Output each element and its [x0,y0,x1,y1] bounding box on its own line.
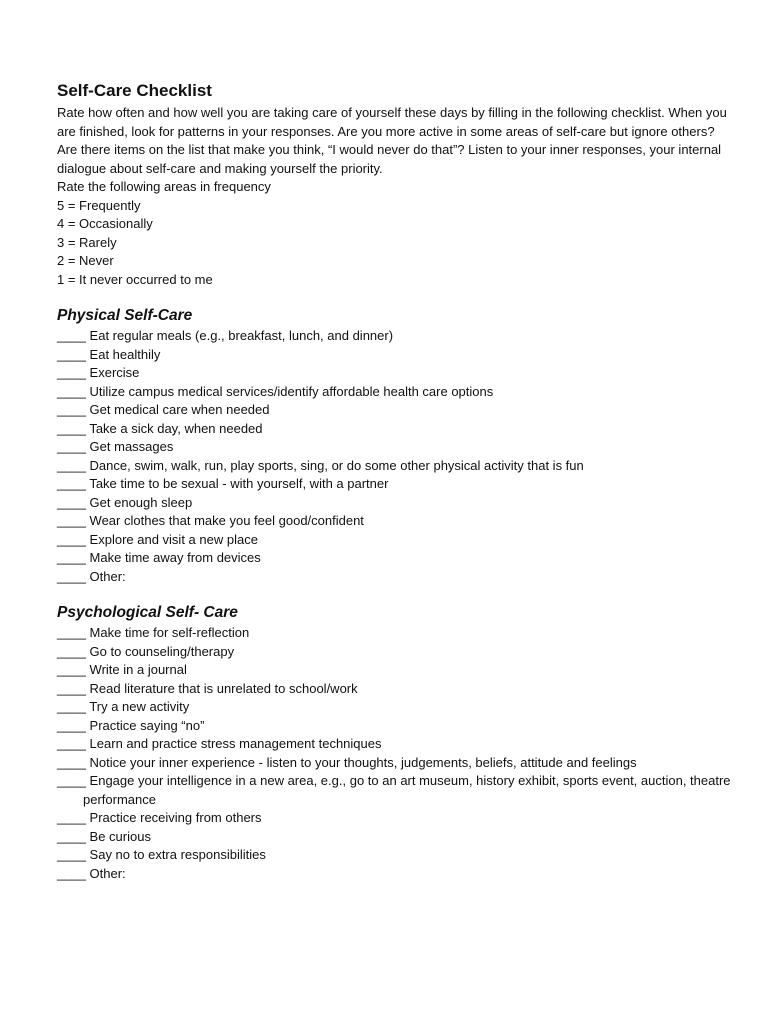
rating-blank: ____ [57,383,86,399]
rating-blank: ____ [57,865,86,881]
rating-blank: ____ [57,476,86,491]
checklist-item-label: Notice your inner experience - listen to your thoughts, judgements, beliefs, attitude and feelings [89,754,637,770]
checklist-item [57,346,737,365]
rating-blank: ____ [57,439,86,454]
checklist-item-label: Eat healthily [89,346,161,362]
checklist-item-label: Go to counseling/therapy [89,643,235,659]
rating-blank: ____ [57,328,86,343]
checklist-item [57,680,737,699]
checklist-item-label: Be curious [89,828,151,844]
rating-scale [57,197,737,290]
rating-blank: ____ [57,810,86,825]
rating-blank: ____ [57,531,86,547]
checklist-item [57,364,737,383]
checklist-item [57,624,737,643]
checklist-item-label: Dance, swim, walk, run, play sports, sing, or do some other physical activity that is fun [89,457,584,473]
checklist-item-label: Explore and visit a new place [89,531,258,547]
rate-instruction: Rate the following areas in frequency [57,179,271,194]
rating-blank: ____ [57,625,86,640]
checklist-item-label: Make time for self-reflection [89,625,250,640]
rating-blank: ____ [57,754,86,770]
checklist-item-label: Practice saying “no” [89,717,205,733]
checklist-item-label: Get enough sleep [89,494,193,510]
rating-blank: ____ [57,643,86,659]
checklist-item-label: Read literature that is unrelated to school/work [89,680,358,696]
rating-blank: ____ [57,346,86,362]
checklist-item-label: Try a new activity [89,699,190,714]
rating-blank: ____ [57,365,86,380]
checklist-item [57,809,737,828]
checklist-item-label: Write in a journal [89,662,187,677]
intro-block [57,104,737,197]
psychological-checklist [57,624,737,883]
scale-item: 2 = Never [57,253,114,268]
checklist-item-label: Take a sick day, when needed [89,420,263,436]
physical-section-heading: Physical Self-Care [57,307,193,324]
checklist-item [57,865,737,884]
checklist-item [57,327,737,346]
checklist-item [57,512,737,531]
scale-item: 5 = Frequently [57,197,141,213]
checklist-item-continuation: performance [83,791,156,807]
page-title: Self-Care Checklist [57,81,212,100]
checklist-item [57,754,737,773]
checklist-item-label: Learn and practice stress management techniques [89,736,382,751]
checklist-item-label: Eat regular meals (e.g., breakfast, lunch, and dinner) [89,328,394,343]
rating-blank: ____ [57,568,86,584]
rating-blank: ____ [57,736,86,751]
scale-item: 3 = Rarely [57,234,117,250]
checklist-item-label: Make time away from devices [89,550,261,565]
checklist-item [57,828,737,847]
checklist-item [57,383,737,402]
checklist-item-label: Utilize campus medical services/identify affordable health care options [89,383,494,399]
checklist-item [57,494,737,513]
checklist-item [57,568,737,587]
rating-blank: ____ [57,513,86,528]
scale-item: 4 = Occasionally [57,216,153,231]
checklist-item [57,643,737,662]
checklist-item [57,549,737,568]
checklist-item [57,420,737,439]
checklist-item [57,772,737,809]
rating-blank: ____ [57,717,86,733]
checklist-item-label: Take time to be sexual - with yourself, with a partner [89,476,389,491]
rating-blank: ____ [57,494,86,510]
checklist-item-label: Practice receiving from others [89,810,262,825]
rating-blank: ____ [57,699,86,714]
checklist-item [57,475,737,494]
rating-blank: ____ [57,457,86,473]
checklist-item [57,735,737,754]
checklist-item-label: Get medical care when needed [89,402,270,417]
checklist-item-label: Say no to extra responsibilities [89,847,266,862]
checklist-item [57,438,737,457]
checklist-item-label: Engage your intelligence in a new area, e.g., go to an art museum, history exhibit, sports event, auction, theatre [89,773,731,788]
checklist-item-label: Other: [89,865,126,881]
checklist-item-label: Wear clothes that make you feel good/confident [89,513,364,528]
rating-blank: ____ [57,847,86,862]
checklist-item-label: Get massages [89,439,174,454]
checklist-document [57,80,737,883]
checklist-item [57,698,737,717]
scale-item: 1 = It never occurred to me [57,271,213,287]
rating-blank: ____ [57,680,86,696]
checklist-item [57,531,737,550]
checklist-item [57,846,737,865]
checklist-item [57,717,737,736]
checklist-item-label: Exercise [89,365,140,380]
intro-paragraph: Rate how often and how well you are taking care of yourself these days by filling in the following checklist. When you are finished, look for patterns in your responses. Are you more active in some areas of self-care but ignore others? Are there items on the list that make you think, “I would never do that”? Listen to your inner responses, your internal dialogue about self-care and making yourself the priority. [57,105,727,176]
psychological-section-heading: Psychological Self- Care [57,604,238,621]
checklist-item [57,401,737,420]
rating-blank: ____ [57,828,86,844]
rating-blank: ____ [57,662,86,677]
rating-blank: ____ [57,550,86,565]
checklist-item-label: Other: [89,568,126,584]
rating-blank: ____ [57,773,86,788]
physical-checklist [57,327,737,586]
checklist-item [57,661,737,680]
rating-blank: ____ [57,420,86,436]
rating-blank: ____ [57,402,86,417]
checklist-item [57,457,737,476]
